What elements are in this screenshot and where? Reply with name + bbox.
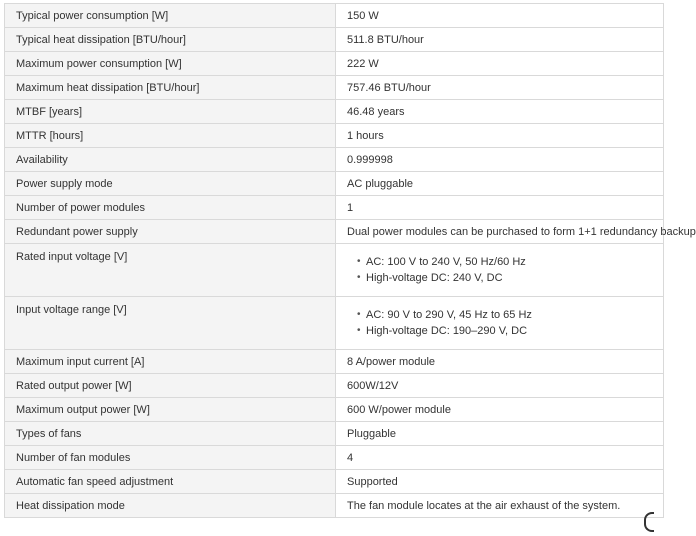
row-label: Types of fans xyxy=(5,422,336,446)
specifications-table xyxy=(4,3,696,518)
row-value: 1 xyxy=(336,196,664,220)
table-row xyxy=(5,4,664,28)
row-value: The fan module locates at the air exhaust of the system. xyxy=(336,494,664,518)
row-value: 757.46 BTU/hour xyxy=(336,76,664,100)
row-label: Heat dissipation mode xyxy=(5,494,336,518)
row-value: 150 W xyxy=(336,4,664,28)
list-item: • High-voltage DC: 240 V, DC xyxy=(357,270,663,286)
row-label: Automatic fan speed adjustment xyxy=(5,470,336,494)
row-value: 1 hours xyxy=(336,124,664,148)
row-label: Input voltage range [V] xyxy=(5,297,336,350)
row-value: 600W/12V xyxy=(336,374,664,398)
table-row xyxy=(5,28,664,52)
row-value-list xyxy=(336,297,664,350)
bullet-list xyxy=(347,254,663,286)
row-value: 222 W xyxy=(336,52,664,76)
table-row xyxy=(5,220,664,244)
table-row xyxy=(5,52,664,76)
row-value: AC pluggable xyxy=(336,172,664,196)
row-label: Number of fan modules xyxy=(5,446,336,470)
table-row xyxy=(5,244,664,297)
bullet-list xyxy=(347,307,663,339)
table-row xyxy=(5,398,664,422)
row-value: Dual power modules can be purchased to form 1+1 redundancy backup xyxy=(336,220,664,244)
table-row xyxy=(5,422,664,446)
row-label: Power supply mode xyxy=(5,172,336,196)
row-label: Maximum heat dissipation [BTU/hour] xyxy=(5,76,336,100)
row-label: Typical power consumption [W] xyxy=(5,4,336,28)
row-value-list xyxy=(336,244,664,297)
row-label: Maximum power consumption [W] xyxy=(5,52,336,76)
table-row xyxy=(5,470,664,494)
row-label: Number of power modules xyxy=(5,196,336,220)
row-value: 0.999998 xyxy=(336,148,664,172)
list-item: • High-voltage DC: 190–290 V, DC xyxy=(357,323,663,339)
row-value: 511.8 BTU/hour xyxy=(336,28,664,52)
table-row xyxy=(5,76,664,100)
row-value: 46.48 years xyxy=(336,100,664,124)
table-row xyxy=(5,196,664,220)
table-row xyxy=(5,446,664,470)
table-row xyxy=(5,297,664,350)
row-label: MTTR [hours] xyxy=(5,124,336,148)
row-value: Supported xyxy=(336,470,664,494)
table-row xyxy=(5,100,664,124)
table-row xyxy=(5,172,664,196)
row-label: Rated input voltage [V] xyxy=(5,244,336,297)
row-label: Redundant power supply xyxy=(5,220,336,244)
row-label: Availability xyxy=(5,148,336,172)
table-row xyxy=(5,350,664,374)
row-value: 4 xyxy=(336,446,664,470)
row-label: Maximum output power [W] xyxy=(5,398,336,422)
table-row xyxy=(5,148,664,172)
row-label: Typical heat dissipation [BTU/hour] xyxy=(5,28,336,52)
list-item: • AC: 90 V to 290 V, 45 Hz to 65 Hz xyxy=(357,307,663,323)
row-value: 600 W/power module xyxy=(336,398,664,422)
row-label: Maximum input current [A] xyxy=(5,350,336,374)
row-value: 8 A/power module xyxy=(336,350,664,374)
row-label: Rated output power [W] xyxy=(5,374,336,398)
partial-floating-button-icon[interactable] xyxy=(644,512,654,532)
row-value: Pluggable xyxy=(336,422,664,446)
table-row xyxy=(5,494,664,518)
table-row xyxy=(5,374,664,398)
list-item: • AC: 100 V to 240 V, 50 Hz/60 Hz xyxy=(357,254,663,270)
table-row xyxy=(5,124,664,148)
row-label: MTBF [years] xyxy=(5,100,336,124)
